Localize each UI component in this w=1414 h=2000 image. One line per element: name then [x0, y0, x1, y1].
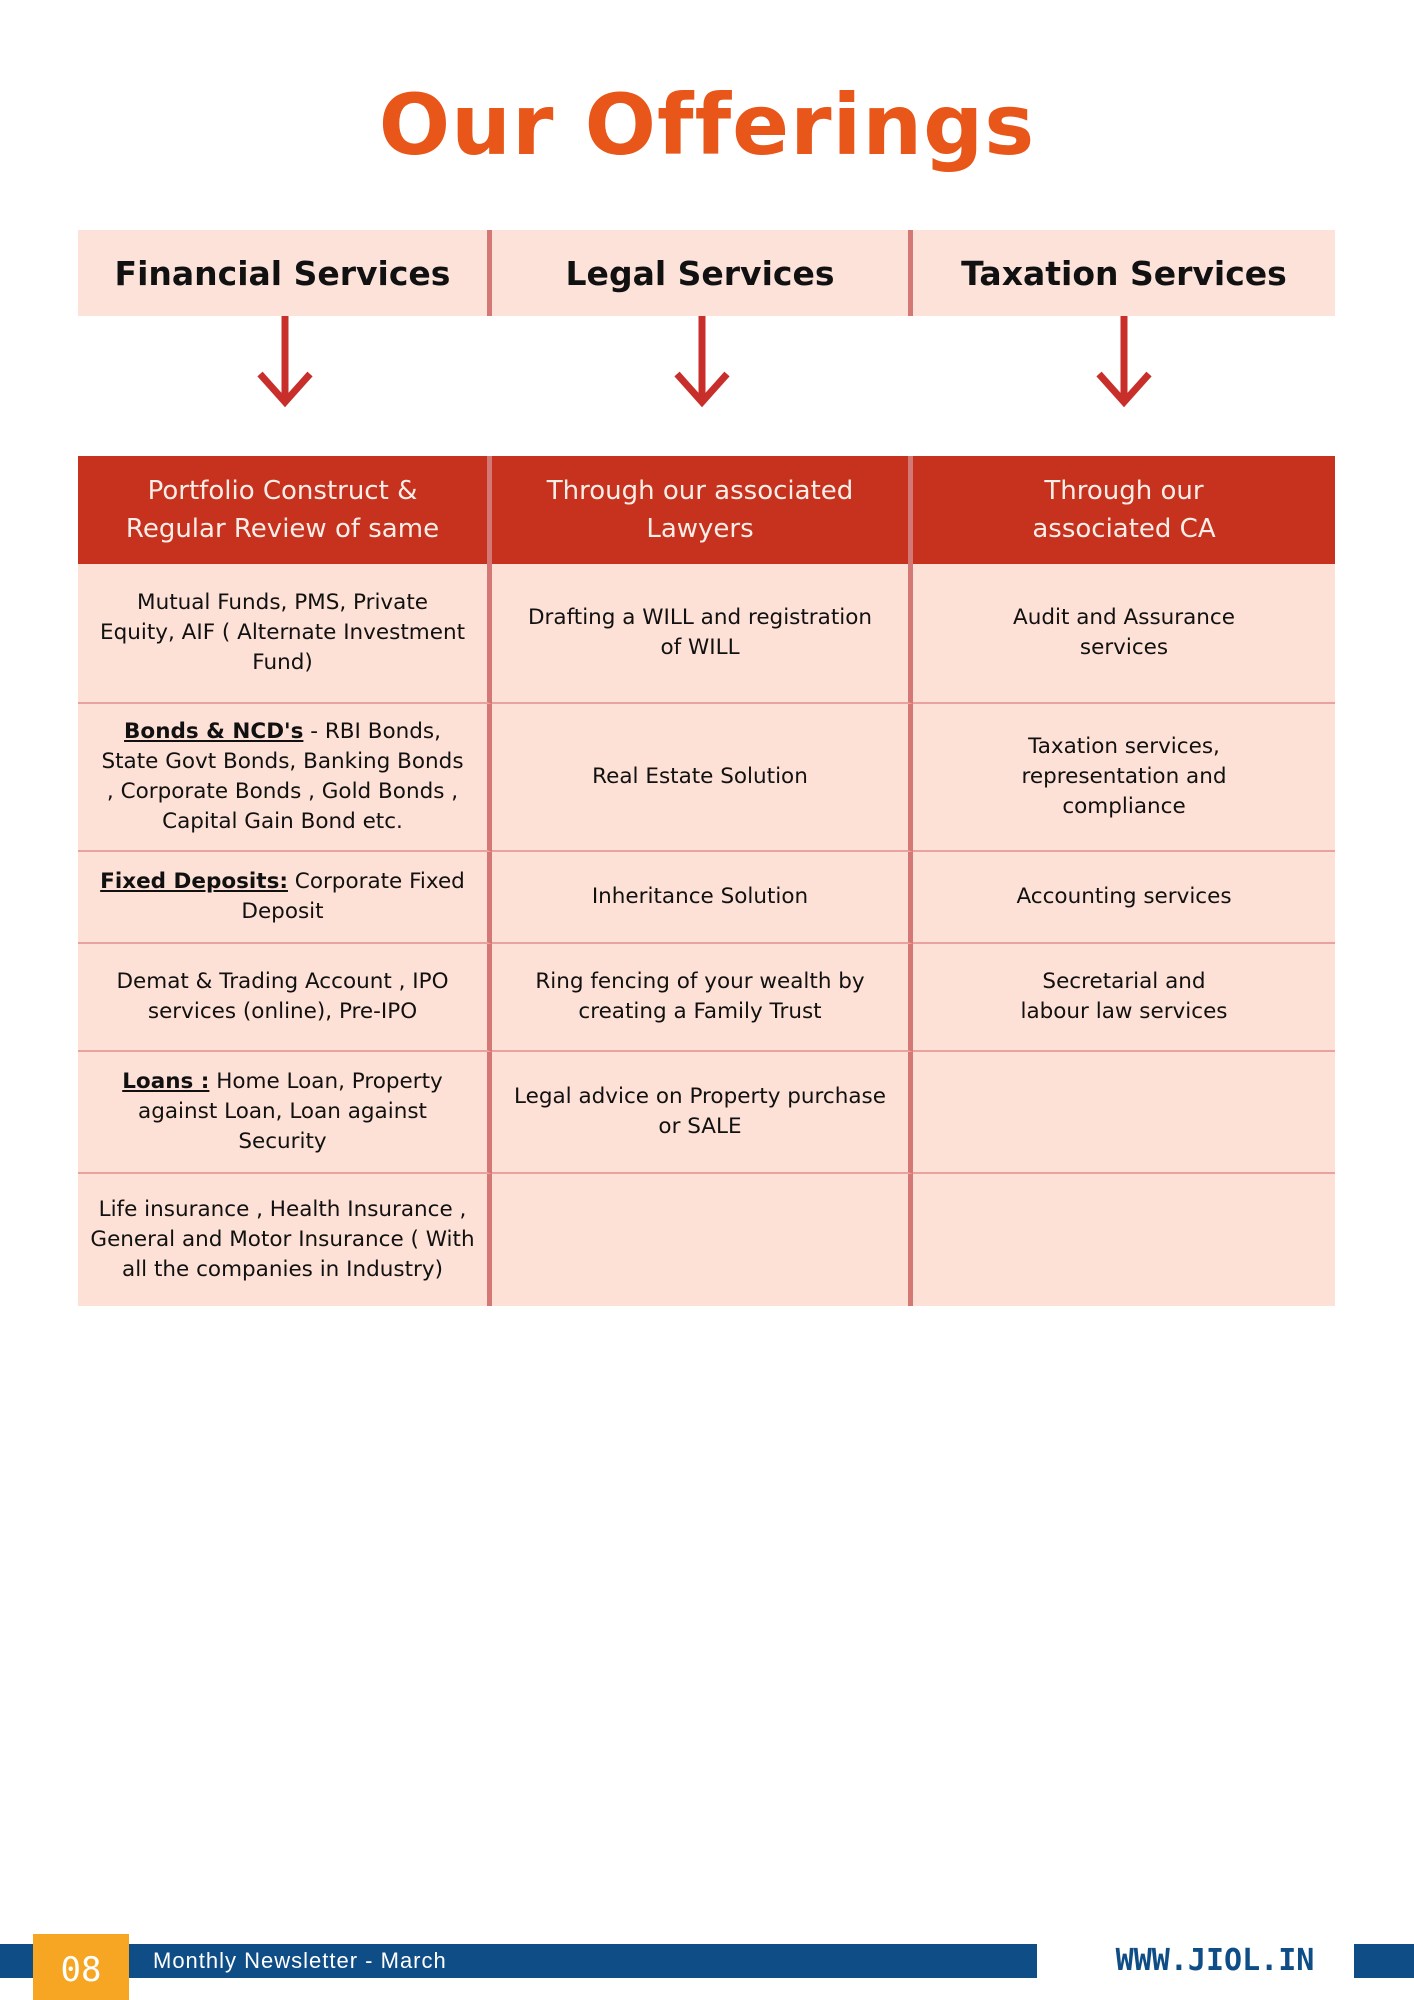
- legal-cell: Real Estate Solution: [492, 704, 913, 852]
- service-subheader-row: [78, 456, 1335, 564]
- service-header-row: [78, 230, 1335, 316]
- arrow-row: [78, 316, 1335, 456]
- financial-cell: Life insurance , Health Insurance , General and Motor Insurance ( With all the companies in Industry): [78, 1174, 492, 1306]
- footer-bar-end: [1354, 1944, 1414, 1978]
- arrow-down-icon: [255, 316, 315, 410]
- table-row: [78, 704, 1335, 852]
- arrow-down-icon: [1094, 316, 1154, 410]
- offerings-table: [78, 230, 1335, 1306]
- table-row: [78, 1052, 1335, 1174]
- newsletter-label: Monthly Newsletter - March: [153, 1948, 447, 1973]
- page-number: 08: [33, 1934, 129, 2000]
- financial-subheading: Portfolio Construct & Regular Review of same: [78, 456, 492, 564]
- financial-cell: Demat & Trading Account , IPO services (online), Pre-IPO: [78, 944, 492, 1052]
- taxation-cell: Accounting services: [913, 852, 1335, 944]
- taxation-subheading: Through our associated CA: [913, 456, 1335, 564]
- financial-cell: Fixed Deposits: Corporate Fixed Deposit: [78, 852, 492, 944]
- financial-cell: Mutual Funds, PMS, Private Equity, AIF ( Alternate Investment Fund): [78, 564, 492, 704]
- legal-cell: Legal advice on Property purchase or SALE: [492, 1052, 913, 1174]
- table-row: [78, 564, 1335, 704]
- financial-cell: Loans : Home Loan, Property against Loan, Loan against Security: [78, 1052, 492, 1174]
- taxation-cell: Secretarial and labour law services: [913, 944, 1335, 1052]
- legal-cell: Drafting a WILL and registration of WILL: [492, 564, 913, 704]
- taxation-services-heading: Taxation Services: [913, 230, 1335, 316]
- taxation-cell: [913, 1174, 1335, 1306]
- taxation-cell: Audit and Assurance services: [913, 564, 1335, 704]
- table-row: [78, 944, 1335, 1052]
- page-title: Our Offerings: [378, 76, 1036, 174]
- taxation-cell: [913, 1052, 1335, 1174]
- financial-services-heading: Financial Services: [78, 230, 492, 316]
- table-row: [78, 1174, 1335, 1306]
- legal-subheading: Through our associated Lawyers: [492, 456, 913, 564]
- legal-services-heading: Legal Services: [492, 230, 913, 316]
- table-row: [78, 852, 1335, 944]
- legal-cell: Inheritance Solution: [492, 852, 913, 944]
- legal-cell: Ring fencing of your wealth by creating a Family Trust: [492, 944, 913, 1052]
- financial-cell: Bonds & NCD's - RBI Bonds, State Govt Bonds, Banking Bonds , Corporate Bonds , Gold Bonds , Capital Gain Bond etc.: [78, 704, 492, 852]
- legal-cell: [492, 1174, 913, 1306]
- taxation-cell: Taxation services, representation and compliance: [913, 704, 1335, 852]
- website-link[interactable]: WWW.JIOL.IN: [1115, 1943, 1315, 1978]
- arrow-down-icon: [672, 316, 732, 410]
